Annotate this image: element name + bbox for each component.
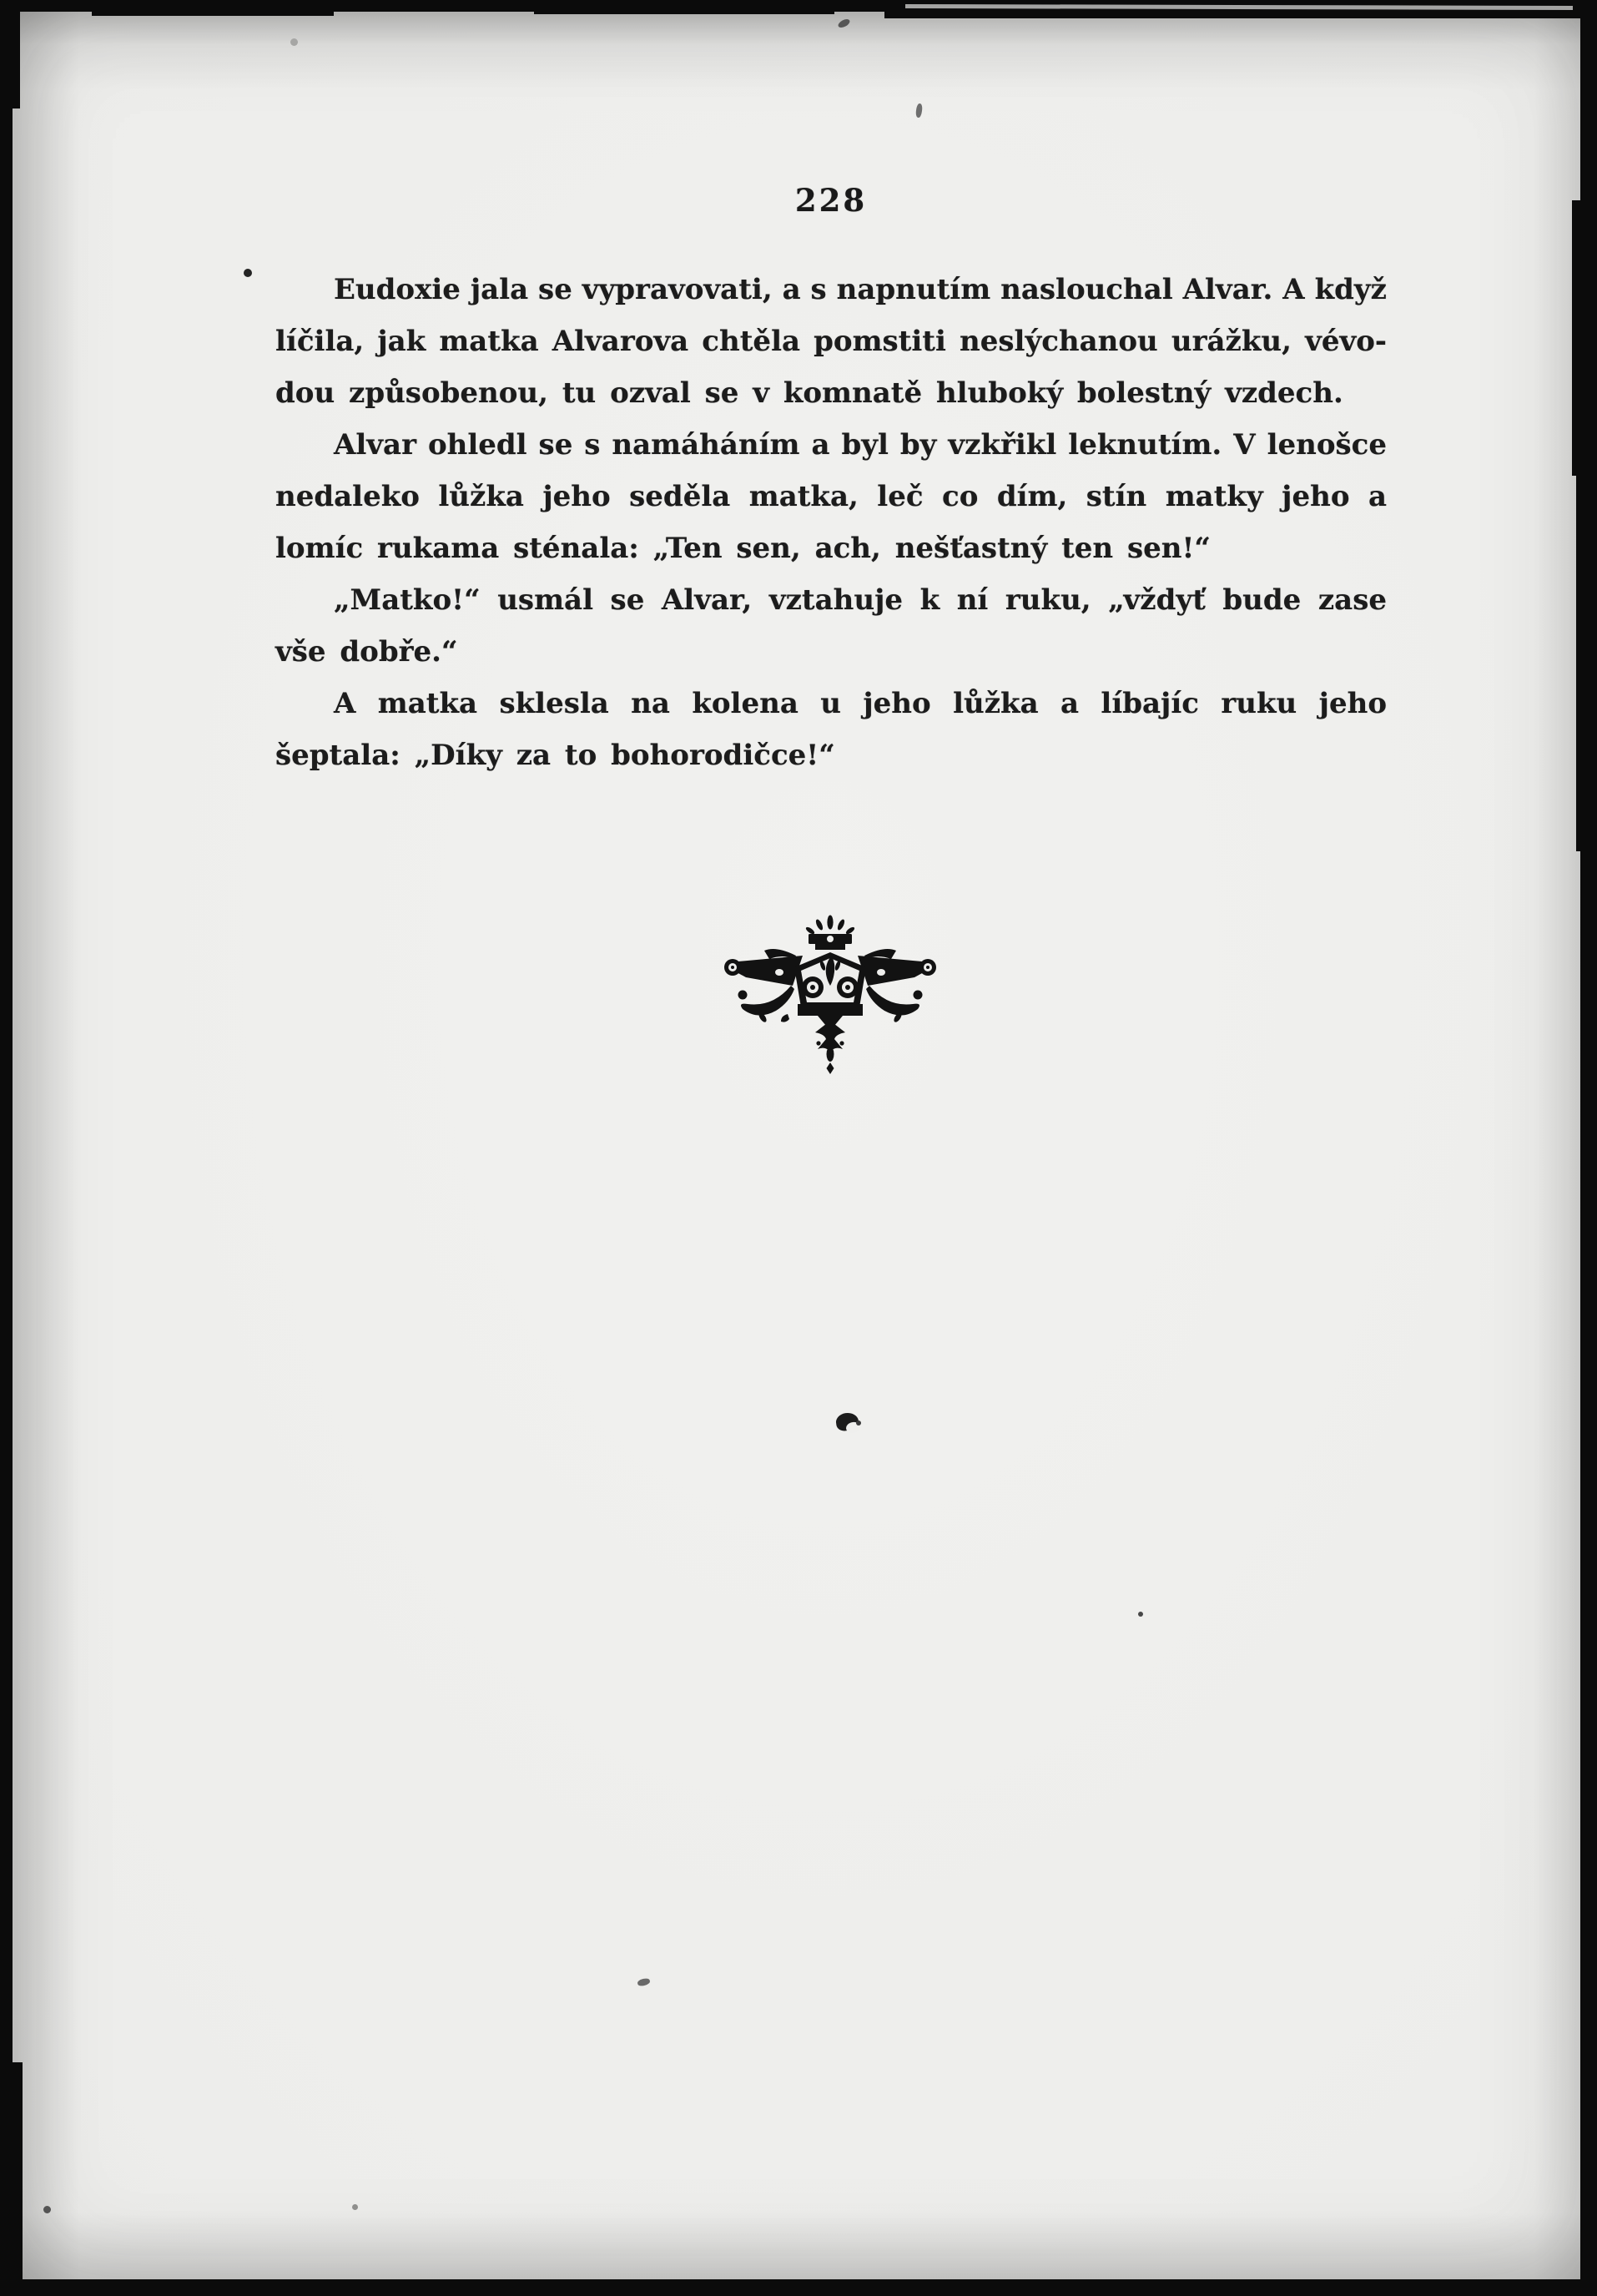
fleuron-divider-ornament-icon [718,914,943,1077]
ink-speck [244,269,252,277]
text-line: nedaleko lůžka jeho seděla matka, leč co dím, stín matky jeho a [275,480,1387,513]
scan-border-left [0,0,13,2296]
scan-shading-left [13,11,79,2279]
text-line: Alvar ohledl se s namáháním a byl by vzkřikl leknutím. V lenošce [334,428,1387,462]
scan-border-left-bump [0,0,20,108]
scan-border-top-ragged [534,0,834,14]
scan-shading-top [13,11,1580,90]
text-line: dou způsobenou, tu ozval se v komnatě hluboký bolestný vzdech. [275,376,1343,410]
scan-border-left-bump [0,2062,23,2296]
body-text [275,264,1387,781]
page-number: 228 [794,182,868,219]
scan-border-top-ragged [92,0,334,16]
text-line: Eudoxie jala se vypravovati, a s napnutím naslouchal Alvar. A když [334,273,1387,306]
ink-speck [1138,1612,1143,1617]
text-line: A matka sklesla na kolena u jeho lůžka a líbajíc ruku jeho [334,687,1387,720]
ink-speck [856,1420,861,1426]
text-line: šeptala: „Díky za to bohorodičce!“ [275,739,835,772]
scan-border-right-bump [1576,467,1597,851]
scan-border-bottom [0,2279,1597,2296]
text-line: vše dobře.“ [275,635,458,669]
ink-speck [352,2204,358,2210]
text-line: líčila, jak matka Alvarova chtěla pomstiti neslýchanou urážku, vévo- [275,325,1387,358]
scan-shading-bottom [13,2213,1580,2279]
ink-speck [43,2206,51,2213]
scan-border-right-bump [1572,200,1597,476]
text-line: lomíc rukama sténala: „Ten sen, ach, nešťastný ten sen!“ [275,532,1211,565]
text-line: „Matko!“ usmál se Alvar, vztahuje k ní ruku, „vždyť bude zase [334,583,1387,617]
ink-speck [290,38,298,46]
